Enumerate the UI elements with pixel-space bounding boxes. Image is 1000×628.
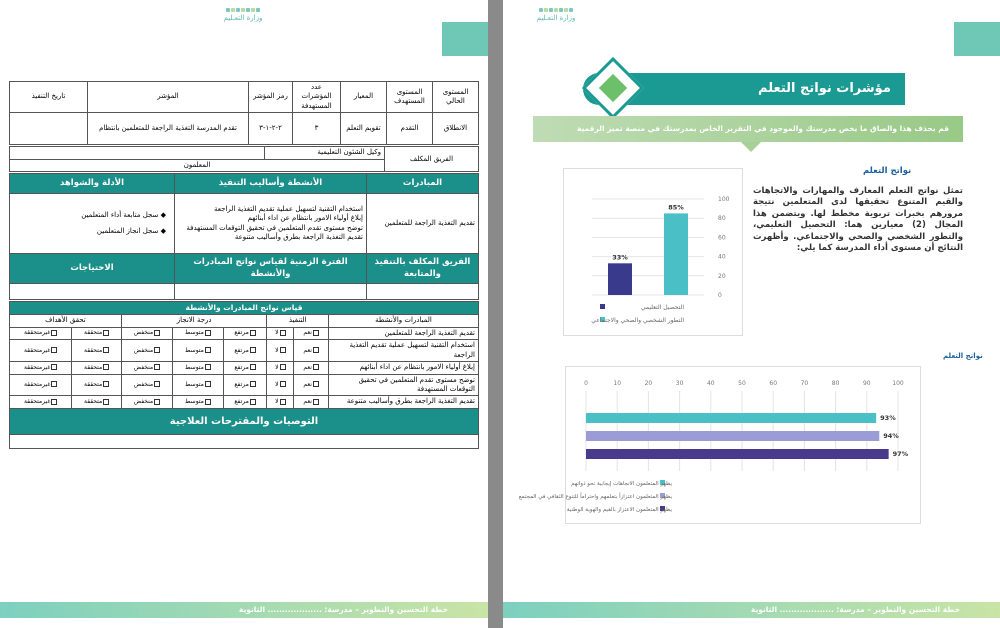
x-tick-label: 10 — [613, 380, 622, 387]
checkbox-low[interactable] — [121, 362, 172, 374]
evidence-item: سجل انجاز المتعلمين — [96, 226, 159, 235]
th-initiatives: المبادرات — [367, 174, 479, 194]
checkbox-icon[interactable] — [205, 364, 211, 370]
cell-target-level: التقدم — [387, 113, 433, 145]
left-page — [0, 0, 488, 628]
checkbox-not-achieved[interactable] — [10, 374, 72, 396]
intro-paragraph: تمثل نواتج التعلم المعارف والمهارات والاتجاهات والقيم المتنوع تحقيقها لدى المتعلمين نتيجة مرورهم بخبرات تربوية مخطط لها. ويتضمن هذا المجال (2) معيارين هما: التحصيل التعليمي، والتطور الشخصي والصحي والاجتماعي. وأظهرت النتائج أن مستوى أداء المدرسة كما يلي: — [753, 186, 963, 254]
needs-value[interactable] — [10, 284, 175, 300]
y-tick-label: 0 — [718, 292, 722, 299]
checkbox-icon[interactable] — [313, 364, 319, 370]
x-tick-label: 30 — [675, 380, 684, 387]
checkbox-label: متوسط — [184, 329, 204, 337]
legend-label: التحصيل التعليمي — [640, 304, 684, 311]
checkbox-label: متوسط — [184, 363, 204, 371]
legend-label: التطور الشخصي والصحي والاجتماعي — [591, 317, 684, 324]
y-tick-label: 100 — [718, 196, 730, 203]
th-current-level: المستوى الحالي — [433, 82, 479, 113]
horizontal-bar-chart — [518, 367, 922, 525]
checkbox-icon[interactable] — [103, 364, 109, 370]
checkbox-label: منخفض — [133, 346, 154, 354]
th-timeline: الفترة الزمنية لقياس نواتج المبادرات والأنشطة — [175, 254, 367, 284]
data-label: 93% — [880, 414, 896, 422]
page-footer: خطة التحسين والتطوير – مدرسة: ................... الثانوية — [0, 602, 488, 618]
page-footer: خطة التحسين والتطوير – مدرسة: ................... الثانوية — [503, 602, 1000, 618]
team-agent: وكيل الشئون التعليمية — [265, 147, 385, 159]
th-exec-date: تاريخ التنفيذ — [10, 82, 88, 113]
th-indicator: المؤشر — [88, 82, 249, 113]
checkbox-no[interactable] — [267, 362, 294, 374]
checkbox-low[interactable] — [121, 340, 172, 362]
checkbox-label: غيرمتحققة — [23, 398, 51, 406]
checkbox-icon[interactable] — [51, 330, 57, 336]
checkbox-label: مرتفع — [234, 398, 249, 406]
th-indicators-count: عدد المؤشرات المستهدفة — [293, 82, 341, 113]
checkbox-label: منخفض — [133, 363, 154, 371]
checkbox-icon[interactable] — [313, 330, 319, 336]
checkbox-label: متحققة — [84, 329, 103, 337]
cell-exec-date[interactable] — [10, 113, 88, 145]
header-accent — [442, 22, 488, 56]
cell-current-level: الانطلاق — [433, 113, 479, 145]
vertical-bar-chart — [564, 169, 744, 337]
checkbox-no[interactable] — [267, 340, 294, 362]
cell-indicators-count: ٣ — [293, 113, 341, 145]
measure-row-label: تقديم التغذية الراجعة للمتعلمين — [329, 327, 479, 339]
x-tick-label: 80 — [831, 380, 840, 387]
checkbox-label: نعم — [303, 380, 312, 388]
checkbox-high[interactable] — [223, 396, 267, 408]
measure-row — [10, 396, 479, 408]
checkbox-label: منخفض — [133, 329, 154, 337]
checkbox-label: نعم — [303, 329, 312, 337]
chart-vertical-box — [563, 168, 743, 336]
checkbox-high[interactable] — [223, 362, 267, 374]
checkbox-label: منخفض — [133, 398, 154, 406]
checkbox-achieved[interactable] — [72, 340, 122, 362]
checkbox-icon[interactable] — [280, 330, 286, 336]
measure-title: قياس نواتج المبادرات والأنشطة — [10, 302, 479, 315]
checkbox-medium[interactable] — [173, 396, 224, 408]
y-tick-label: 40 — [718, 253, 726, 261]
activity-item: توضح مستوى تقدم المتعلمين في تحقيق التوقعات المستهدفة — [186, 223, 363, 232]
checkbox-label: لا — [275, 346, 279, 354]
bar — [608, 263, 632, 295]
th-indicator-code: رمز المؤشر — [249, 82, 293, 113]
checkbox-label: نعم — [303, 363, 312, 371]
checkbox-icon[interactable] — [51, 364, 57, 370]
evidence-item: سجل متابعة أداء المتعلمين — [81, 211, 159, 220]
x-tick-label: 0 — [584, 380, 588, 387]
checkbox-medium[interactable] — [173, 340, 224, 362]
checkbox-label: متحققة — [84, 363, 103, 371]
checkbox-icon[interactable] — [154, 330, 160, 336]
ministry-logo — [533, 8, 579, 36]
checkbox-icon[interactable] — [205, 347, 211, 353]
checkbox-icon[interactable] — [154, 381, 160, 387]
th-activities: الأنشطة وأساليب التنفيذ — [175, 174, 367, 194]
bullet-icon: ◆ — [158, 226, 166, 235]
timeline-value[interactable] — [175, 284, 367, 300]
x-tick-label: 90 — [862, 380, 871, 387]
checkbox-yes[interactable] — [294, 340, 329, 362]
chart2-heading: نواتج التعلم — [943, 352, 983, 360]
right-page — [503, 0, 1000, 628]
subheading: نواتج التعلم — [863, 166, 912, 176]
th-measure-activities: المبادرات والأنشطة — [329, 315, 479, 327]
recommendations-value[interactable] — [10, 434, 479, 448]
checkbox-achieved[interactable] — [72, 362, 122, 374]
x-tick-label: 100 — [892, 380, 904, 387]
bar — [664, 213, 688, 295]
checkbox-label: متوسط — [184, 398, 204, 406]
chart-horizontal-box — [518, 366, 921, 524]
measure-row-label: تقديم التغذية الراجعة بطرق وأساليب متنوعة — [329, 396, 479, 408]
legend-swatch — [600, 304, 605, 309]
th-evidence: الأدلة والشواهد — [10, 174, 175, 194]
y-tick-label: 20 — [718, 272, 726, 280]
checkbox-medium[interactable] — [173, 374, 224, 396]
bar — [586, 413, 876, 423]
evidence-list — [10, 194, 175, 254]
checkbox-label: متوسط — [184, 380, 204, 388]
page-title: مؤشرات نواتج التعلم — [758, 81, 891, 96]
recommendations-title: التوصيات والمقترحات العلاجية — [10, 408, 479, 434]
checkbox-icon[interactable] — [205, 399, 211, 405]
checkbox-icon[interactable] — [313, 399, 319, 405]
checkbox-no[interactable] — [267, 327, 294, 339]
th-goals: تحقق الأهداف — [10, 315, 122, 327]
checkbox-low[interactable] — [121, 396, 172, 408]
y-tick-label: 80 — [718, 215, 726, 223]
legend-label: يظهر المتعلمون اعتزازاً بتعلمهم واحتراماً للتنوع الثقافي في المجتمع — [518, 494, 672, 500]
measure-row-label: استخدام التقنية لتسهيل عملية تقديم التغذية الراجعة — [329, 340, 479, 362]
cell-criterion: تقويم التعلم — [341, 113, 387, 145]
checkbox-high[interactable] — [223, 327, 267, 339]
cell-indicator-code: ٢-٢-١-٣ — [249, 113, 293, 145]
checkbox-icon[interactable] — [103, 347, 109, 353]
bar — [586, 431, 879, 441]
checkbox-not-achieved[interactable] — [10, 362, 72, 374]
checkbox-icon[interactable] — [51, 399, 57, 405]
checkbox-icon[interactable] — [103, 399, 109, 405]
checkbox-icon[interactable] — [250, 347, 256, 353]
checkbox-label: لا — [275, 329, 279, 337]
checkbox-icon[interactable] — [103, 330, 109, 336]
checkbox-low[interactable] — [121, 374, 172, 396]
checkbox-achieved[interactable] — [72, 374, 122, 396]
activities-list — [175, 194, 367, 254]
ministry-logo — [220, 8, 266, 36]
th-execution: التنفيذ — [267, 315, 329, 327]
checkbox-icon[interactable] — [280, 347, 286, 353]
team-follow-value[interactable] — [367, 284, 479, 300]
checkbox-achieved[interactable] — [72, 327, 122, 339]
x-tick-label: 70 — [800, 380, 809, 387]
checkbox-icon[interactable] — [51, 381, 57, 387]
checkbox-label: مرتفع — [234, 363, 249, 371]
checkbox-label: منخفض — [133, 380, 154, 388]
checkbox-icon[interactable] — [205, 330, 211, 336]
checkbox-icon[interactable] — [250, 399, 256, 405]
checkbox-yes[interactable] — [294, 396, 329, 408]
checkbox-label: غيرمتحققة — [23, 346, 51, 354]
checkbox-high[interactable] — [223, 374, 267, 396]
checkbox-no[interactable] — [267, 374, 294, 396]
checkbox-icon[interactable] — [250, 330, 256, 336]
checkbox-yes[interactable] — [294, 327, 329, 339]
measure-row-label: توضح مستوى تقدم المتعلمين في تحقيق التوقعات المستهدفة — [329, 374, 479, 396]
checkbox-label: لا — [275, 363, 279, 371]
team-label: الفريق المكلف — [385, 147, 479, 172]
data-label: 33% — [612, 253, 628, 262]
checkbox-low[interactable] — [121, 327, 172, 339]
checkbox-icon[interactable] — [250, 381, 256, 387]
measure-row-label: إبلاغ أولياء الامور بانتظام عن اداء أبنائهم — [329, 362, 479, 374]
checkbox-label: مرتفع — [234, 380, 249, 388]
checkbox-label: نعم — [303, 346, 312, 354]
checkbox-icon[interactable] — [205, 381, 211, 387]
legend-label: يظهر المتعلمون الاتجاهات إيجابية نحو ذواتهم — [571, 481, 672, 487]
team-agent-name[interactable] — [10, 147, 265, 159]
checkbox-icon[interactable] — [313, 347, 319, 353]
checkbox-not-achieved[interactable] — [10, 327, 72, 339]
checkbox-label: غيرمتحققة — [23, 329, 51, 337]
th-target-level: المستوى المستهدف — [387, 82, 433, 113]
checkbox-icon[interactable] — [154, 347, 160, 353]
checkbox-icon[interactable] — [280, 381, 286, 387]
checkbox-icon[interactable] — [51, 347, 57, 353]
checkbox-icon[interactable] — [154, 399, 160, 405]
x-tick-label: 20 — [644, 380, 653, 387]
checkbox-label: متحققة — [84, 380, 103, 388]
checkbox-label: متحققة — [84, 398, 103, 406]
checkbox-high[interactable] — [223, 340, 267, 362]
checkbox-not-achieved[interactable] — [10, 340, 72, 362]
checkbox-label: لا — [275, 380, 279, 388]
th-team-follow: الفريق المكلف بالتنفيذ والمتابعة — [367, 254, 479, 284]
th-achievement: درجة الانجاز — [121, 315, 267, 327]
logo-text: وزارة التعـليم — [536, 14, 576, 22]
x-tick-label: 60 — [769, 380, 778, 387]
arrow-down-icon — [741, 142, 761, 152]
data-label: 94% — [883, 432, 899, 440]
checkbox-label: نعم — [303, 398, 312, 406]
checkbox-icon[interactable] — [280, 399, 286, 405]
header-accent — [954, 22, 1000, 56]
team-teachers: المعلمون — [10, 159, 385, 171]
checkbox-label: متحققة — [84, 346, 103, 354]
data-label: 85% — [668, 203, 684, 212]
x-tick-label: 40 — [706, 380, 715, 387]
plan-table — [9, 81, 479, 449]
checkbox-icon[interactable] — [313, 381, 319, 387]
checkbox-medium[interactable] — [173, 327, 224, 339]
logo-text: وزارة التعـليم — [223, 14, 263, 22]
checkbox-icon[interactable] — [103, 381, 109, 387]
checkbox-label: غيرمتحققة — [23, 380, 51, 388]
checkbox-yes[interactable] — [294, 362, 329, 374]
instruction-banner: قم بحذف هذا والصاق ما يخص مدرستك والموجود في التقرير الخاص بمدرستك في منصة تميز الرقمية — [533, 116, 963, 142]
activity-item: تقديم التغذية الراجعة بطرق وأساليب متنوعة — [234, 233, 363, 242]
x-tick-label: 50 — [738, 380, 746, 387]
bullet-icon: ◆ — [158, 211, 166, 220]
bar — [586, 449, 889, 459]
measure-row — [10, 340, 479, 362]
legend-label: يظهر المتعلمون الاعتزاز بالقيم والهوية الوطنية — [566, 507, 672, 513]
checkbox-icon[interactable] — [250, 364, 256, 370]
data-label: 97% — [892, 450, 909, 458]
cell-indicator: تقدم المدرسة التغذية الراجعة للمتعلمين بانتظام — [88, 113, 249, 145]
checkbox-medium[interactable] — [173, 362, 224, 374]
checkbox-icon[interactable] — [280, 364, 286, 370]
checkbox-label: لا — [275, 398, 279, 406]
y-tick-label: 60 — [718, 234, 726, 242]
checkbox-label: متوسط — [184, 346, 204, 354]
checkbox-not-achieved[interactable] — [10, 396, 72, 408]
checkbox-no[interactable] — [267, 396, 294, 408]
activity-item: إبلاغ أولياء الامور بانتظام عن اداء أبنائهم — [247, 214, 363, 223]
checkbox-label: مرتفع — [234, 346, 249, 354]
checkbox-achieved[interactable] — [72, 396, 122, 408]
measure-row — [10, 362, 479, 374]
checkbox-yes[interactable] — [294, 374, 329, 396]
checkbox-label: غيرمتحققة — [23, 363, 51, 371]
th-criterion: المعيار — [341, 82, 387, 113]
measure-row — [10, 374, 479, 396]
measure-row — [10, 327, 479, 339]
checkbox-label: مرتفع — [234, 329, 249, 337]
checkbox-icon[interactable] — [154, 364, 160, 370]
th-needs: الاحتياجات — [10, 254, 175, 284]
initiative-text: تقديم التغذية الراجعة للمتعلمين — [367, 194, 479, 254]
activity-item: استخدام التقنية لتسهيل عملية تقديم التغذية الراجعة — [213, 204, 363, 213]
